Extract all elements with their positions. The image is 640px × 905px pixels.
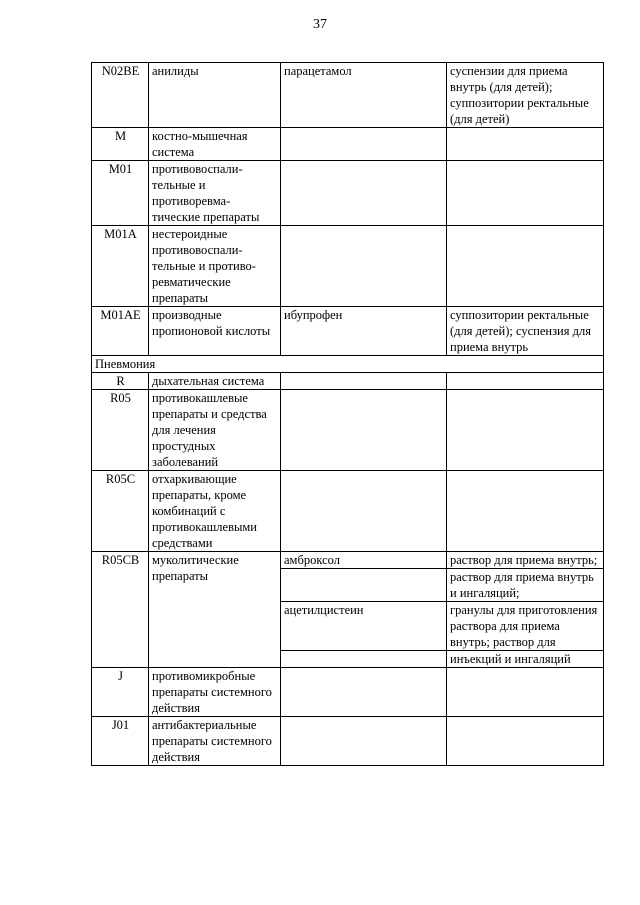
table-row: [92, 717, 604, 766]
atc-code-cell: M: [92, 128, 149, 161]
drug-cell: [281, 569, 447, 602]
group-cell: отхаркивающие препараты, кроме комбинаций с противокашлевыми средствами: [149, 471, 281, 552]
atc-code-cell: R05C: [92, 471, 149, 552]
group-cell: дыхательная система: [149, 373, 281, 390]
drug-cell: ибупрофен: [281, 307, 447, 356]
dosage-form-cell: суспензии для приема внутрь (для детей); суппозитории ректальные (для детей): [447, 63, 604, 128]
dosage-form-cell: суппозитории ректальные (для детей); суспензия для приема внутрь: [447, 307, 604, 356]
drug-cell: [281, 717, 447, 766]
drug-cell: [281, 471, 447, 552]
group-cell: производные пропионовой кислоты: [149, 307, 281, 356]
atc-code-cell: M01: [92, 161, 149, 226]
atc-code-cell: R05: [92, 390, 149, 471]
dosage-form-cell: [447, 128, 604, 161]
drug-cell: ацетилцистеин: [281, 602, 447, 651]
dosage-form-cell: инъекций и ингаляций: [447, 651, 604, 668]
drug-cell: [281, 390, 447, 471]
group-cell: антибактериальные препараты системного действия: [149, 717, 281, 766]
dosage-form-cell: [447, 373, 604, 390]
table-row: [92, 128, 604, 161]
section-title: Пневмония: [92, 356, 604, 373]
dosage-form-cell: раствор для приема внутрь и ингаляций;: [447, 569, 604, 602]
drug-cell: [281, 161, 447, 226]
dosage-form-cell: гранулы для приготовления раствора для приема внутрь; раствор для: [447, 602, 604, 651]
drug-cell: [281, 373, 447, 390]
section-row: [92, 356, 604, 373]
table-row: [92, 226, 604, 307]
table-row: [92, 668, 604, 717]
drug-cell: парацетамол: [281, 63, 447, 128]
atc-code-cell: J01: [92, 717, 149, 766]
group-cell: нестероидные противовоспали-тельные и противо-ревматические препараты: [149, 226, 281, 307]
page-number: 37: [313, 17, 327, 32]
dosage-form-cell: [447, 471, 604, 552]
drug-cell: амброксол: [281, 552, 447, 569]
atc-code-cell: M01AE: [92, 307, 149, 356]
table-row: [92, 373, 604, 390]
atc-code-cell: N02BE: [92, 63, 149, 128]
group-cell: муколитические препараты: [149, 552, 281, 668]
drug-table: [91, 62, 604, 766]
dosage-form-cell: [447, 717, 604, 766]
table-row: [92, 390, 604, 471]
dosage-form-cell: [447, 161, 604, 226]
table-row: [92, 471, 604, 552]
table-row: [92, 552, 604, 569]
drug-cell: [281, 668, 447, 717]
drug-cell: [281, 651, 447, 668]
atc-code-cell: J: [92, 668, 149, 717]
drug-cell: [281, 226, 447, 307]
drug-cell: [281, 128, 447, 161]
group-cell: костно-мышечная система: [149, 128, 281, 161]
dosage-form-cell: [447, 390, 604, 471]
group-cell: противомикробные препараты системного действия: [149, 668, 281, 717]
dosage-form-cell: [447, 668, 604, 717]
atc-code-cell: M01A: [92, 226, 149, 307]
group-cell: анилиды: [149, 63, 281, 128]
atc-code-cell: R05CB: [92, 552, 149, 668]
group-cell: противокашлевые препараты и средства для лечения простудных заболеваний: [149, 390, 281, 471]
group-cell: противовоспали-тельные и противоревма-тические препараты: [149, 161, 281, 226]
dosage-form-cell: раствор для приема внутрь;: [447, 552, 604, 569]
table-row: [92, 307, 604, 356]
dosage-form-cell: [447, 226, 604, 307]
table-row: [92, 161, 604, 226]
table-row: [92, 63, 604, 128]
atc-code-cell: R: [92, 373, 149, 390]
